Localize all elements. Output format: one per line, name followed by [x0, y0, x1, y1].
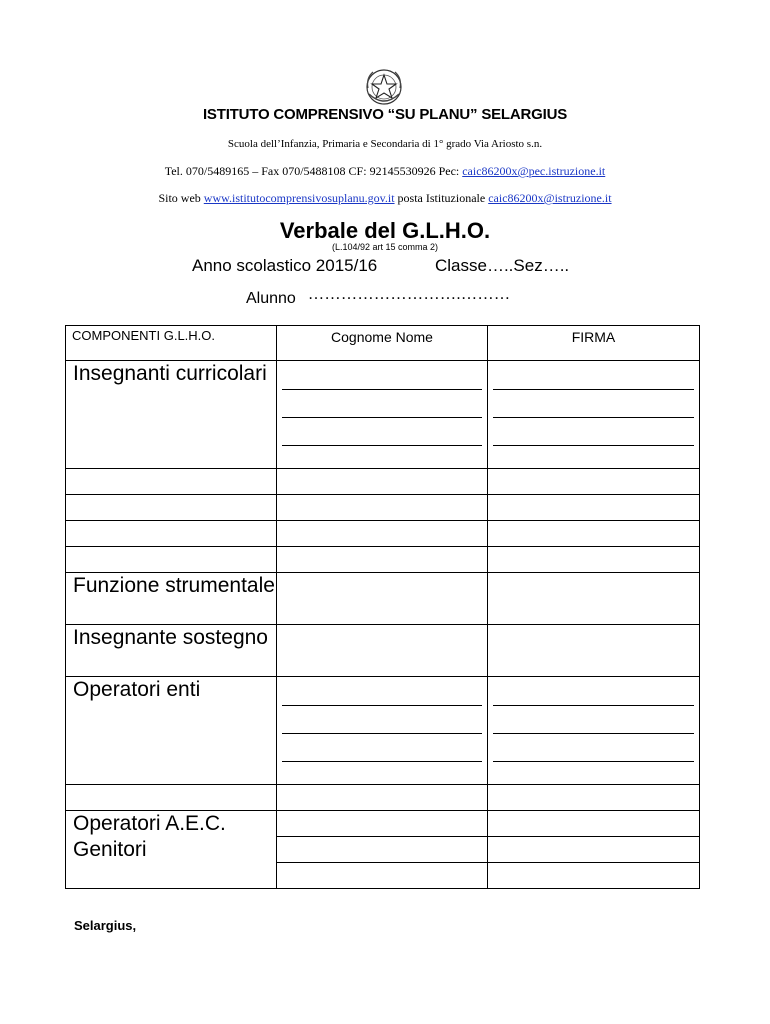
header-components: COMPONENTI G.L.H.O.	[66, 326, 277, 361]
table-cell[interactable]	[488, 785, 700, 811]
table-cell[interactable]	[488, 469, 700, 495]
signature-line[interactable]	[493, 425, 694, 446]
row-label-parents: Genitori	[73, 838, 147, 861]
table-cell[interactable]	[488, 547, 700, 573]
table-row	[66, 811, 700, 837]
row-label-aec-parents	[66, 811, 277, 889]
signature-lines	[488, 677, 700, 785]
name-line[interactable]	[282, 685, 482, 706]
table-row	[66, 573, 700, 625]
row-label-agency-operators: Operatori enti	[66, 677, 277, 785]
republic-emblem-icon	[363, 66, 405, 108]
table-cell[interactable]	[488, 863, 700, 889]
row-label-teachers: Insegnanti curricolari	[66, 361, 277, 469]
table-cell[interactable]	[277, 469, 488, 495]
name-line[interactable]	[282, 713, 482, 734]
name-line[interactable]	[282, 369, 482, 390]
place-date-label: Selargius,	[74, 918, 137, 933]
row-label-aec-operators: Operatori A.E.C.	[73, 812, 226, 835]
table-cell[interactable]	[277, 573, 488, 625]
table-cell[interactable]	[488, 811, 700, 837]
table-row	[66, 547, 700, 573]
law-reference: (L.104/92 art 15 comma 2)	[331, 242, 439, 252]
table-row	[66, 521, 700, 547]
signature-line[interactable]	[493, 741, 694, 762]
header-signature: FIRMA	[488, 326, 700, 361]
student-name-field: ……………………….………	[308, 286, 511, 303]
table-cell[interactable]	[66, 521, 277, 547]
signature-line[interactable]	[493, 685, 694, 706]
row-label-support-teacher: Insegnante sostegno	[66, 625, 277, 677]
name-line[interactable]	[282, 741, 482, 762]
class-section-field: Classe…..Sez…..	[435, 256, 570, 275]
table-cell[interactable]	[277, 837, 488, 863]
table-cell[interactable]	[66, 785, 277, 811]
table-cell[interactable]	[488, 837, 700, 863]
school-year: Anno scolastico 2015/16	[192, 256, 378, 275]
signature-line[interactable]	[493, 369, 694, 390]
pec-email-link[interactable]: caic86200x@pec.istruzione.it	[462, 164, 606, 178]
table-row	[66, 469, 700, 495]
website-line	[0, 191, 770, 206]
table-row	[66, 625, 700, 677]
name-lines	[277, 677, 488, 785]
signature-lines	[488, 361, 700, 469]
signature-line[interactable]	[493, 713, 694, 734]
row-label-instrumental: Funzione strumentale	[66, 573, 277, 625]
header-name: Cognome Nome	[277, 326, 488, 361]
table-cell[interactable]	[488, 495, 700, 521]
table-cell[interactable]	[66, 469, 277, 495]
signature-line[interactable]	[493, 397, 694, 418]
table-cell[interactable]	[277, 625, 488, 677]
table-row	[66, 495, 700, 521]
institutional-email-link[interactable]: caic86200x@istruzione.it	[488, 191, 612, 205]
table-cell[interactable]	[277, 495, 488, 521]
document-title: Verbale del G.L.H.O.	[279, 218, 491, 243]
student-label: Alunno	[246, 290, 296, 307]
table-cell[interactable]	[488, 573, 700, 625]
name-line[interactable]	[282, 397, 482, 418]
school-description: Scuola dell’Infanzia, Primaria e Secondaria di 1° grado Via Ariosto s.n.	[227, 138, 543, 150]
table-cell[interactable]	[66, 547, 277, 573]
table-cell[interactable]	[277, 785, 488, 811]
table-header-row	[66, 326, 700, 361]
name-lines	[277, 361, 488, 469]
table-row	[66, 677, 700, 785]
contact-text: Tel. 070/5489165 – Fax 070/5488108 CF: 92145530926 Pec:	[164, 164, 463, 178]
table-cell[interactable]	[277, 863, 488, 889]
contact-line	[0, 164, 770, 179]
table-cell[interactable]	[488, 625, 700, 677]
website-prefix: Sito web	[158, 191, 204, 205]
website-link[interactable]: www.istitutocomprensivosuplanu.gov.it	[203, 191, 395, 205]
table-cell[interactable]	[277, 521, 488, 547]
table-cell[interactable]	[66, 495, 277, 521]
name-line[interactable]	[282, 425, 482, 446]
school-name: ISTITUTO COMPRENSIVO “SU PLANU” SELARGIUS	[202, 106, 568, 123]
glho-members-table	[65, 325, 700, 889]
table-row	[66, 785, 700, 811]
table-cell[interactable]	[277, 811, 488, 837]
table-cell[interactable]	[277, 547, 488, 573]
table-row	[66, 361, 700, 469]
table-cell[interactable]	[488, 521, 700, 547]
mail-prefix: posta Istituzionale	[394, 191, 489, 205]
